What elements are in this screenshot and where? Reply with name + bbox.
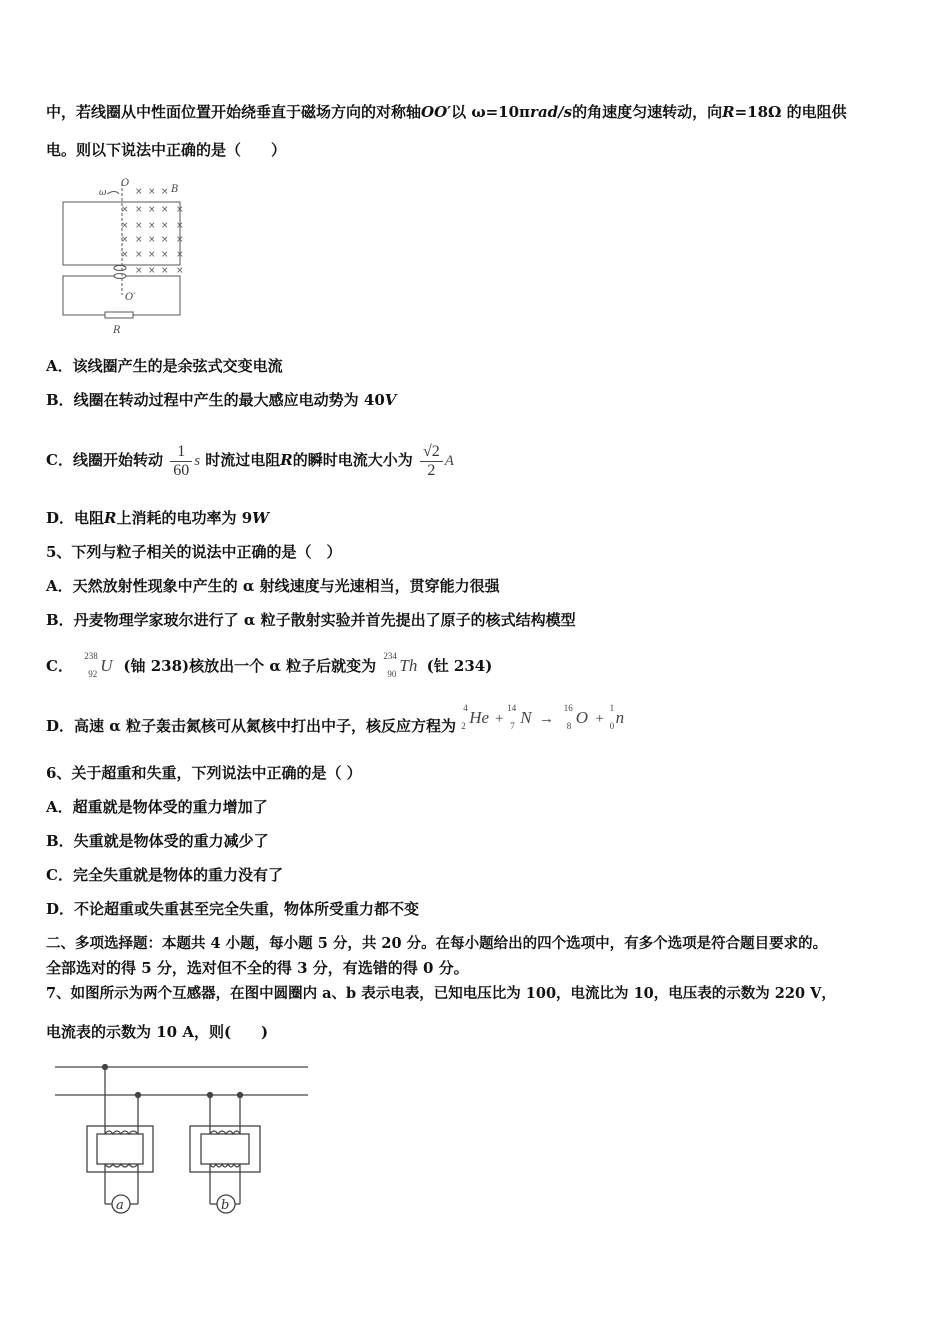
svg-text:×: × [135, 187, 143, 197]
figure-coil-in-field [55, 175, 195, 340]
svg-text:×: × [161, 221, 169, 231]
section2-line2: 全部选对的得 5 分，选对但不全的得 3 分，有选错的得 0 分。 [46, 959, 469, 977]
nuclear-equation: 4 2 He + 14 7 N → 16 8 O + 1 0 n [461, 703, 625, 731]
q5-option-b: B．丹麦物理学家玻尔进行了 α 粒子散射实验并首先提出了原子的核式结构模型 [46, 611, 576, 629]
q6-option-c: C．完全失重就是物体的重力没有了 [46, 866, 283, 884]
o-label: O [121, 178, 130, 189]
svg-text:×: × [176, 221, 184, 231]
svg-text:×: × [148, 235, 156, 245]
svg-text:×: × [135, 205, 143, 215]
time-fraction: $\frac{1}{60}$ [170, 443, 192, 480]
svg-text:×: × [148, 205, 156, 215]
figure-transformers [50, 1060, 320, 1220]
q7-line2: 电流表的示数为 10 A，则( ) [46, 1023, 269, 1041]
b-label: B [171, 184, 179, 195]
thorium-nuclide: 234 90 Th [383, 651, 418, 679]
uranium-nuclide: 238 92 U [84, 651, 113, 679]
q7-line1: 7、如图所示为两个互感器，在图中圆圈内 a、b 表示电表，已知电压比为 100，电流比为 10，电压表的示数为 220 V， [46, 985, 836, 1002]
q4-intro-line1: 中，若线圈从中性面位置开始绕垂直于磁场方向的对称轴OO′以 ω=10πrad/s的角速度匀速转动，向R=18Ω 的电阻供 [46, 103, 847, 121]
svg-text:×: × [121, 250, 129, 260]
q4-option-d: D．电阻R上消耗的电功率为 9W [46, 509, 270, 527]
meter-b-label: b [221, 1198, 230, 1213]
q5-option-c: C． 238 92 U (铀 238)核放出一个 α 粒子后就变为 234 90 Th (钍 234) [46, 651, 493, 679]
svg-text:×: × [161, 266, 169, 276]
q5-option-d: D．高速 α 粒子轰击氮核可从氮核中打出中子，核反应方程为 4 2 He + 14 7 N → 16 8 O + 1 0 n [46, 716, 628, 737]
svg-text:×: × [121, 205, 129, 215]
svg-text:×: × [135, 266, 143, 276]
svg-text:×: × [176, 266, 184, 276]
field-crosses [121, 187, 184, 276]
q6-option-a: A．超重就是物体受的重力增加了 [46, 798, 268, 816]
svg-text:×: × [148, 266, 156, 276]
svg-text:×: × [135, 235, 143, 245]
svg-text:×: × [121, 235, 129, 245]
q5-option-a: A．天然放射性现象中产生的 α 射线速度与光速相当，贯穿能力很强 [46, 577, 500, 595]
svg-text:×: × [121, 221, 129, 231]
svg-text:×: × [148, 221, 156, 231]
r-label: R [113, 325, 121, 336]
q4-option-a: A．该线圈产生的是余弦式交变电流 [46, 357, 283, 375]
svg-text:×: × [176, 250, 184, 260]
svg-text:×: × [148, 250, 156, 260]
o-prime-label: O′ [125, 292, 136, 303]
svg-text:×: × [161, 187, 169, 197]
svg-text:×: × [148, 187, 156, 197]
svg-text:×: × [161, 250, 169, 260]
q6-stem: 6、关于超重和失重，下列说法中正确的是（ ） [46, 764, 362, 782]
svg-text:×: × [161, 205, 169, 215]
omega-label: ω [99, 188, 107, 198]
axis-label: OO′ [421, 103, 452, 121]
svg-text:×: × [176, 205, 184, 215]
svg-text:×: × [135, 221, 143, 231]
meter-a-label: a [116, 1198, 124, 1213]
q4-option-b: B．线圈在转动过程中产生的最大感应电动势为 40V [46, 391, 397, 409]
current-fraction: $\frac{√2}{2}$ [420, 443, 443, 480]
q4-option-c: C．线圈开始转动 $\frac{1}{60}$ s 时流过电阻R的瞬时电流大小为 $\frac{√2}{2}$ A [46, 442, 454, 479]
q6-option-b: B．失重就是物体受的重力减少了 [46, 832, 269, 850]
q4-intro-line2: 电。则以下说法中正确的是（ ） [46, 141, 287, 159]
q5-stem: 5、下列与粒子相关的说法中正确的是（ ） [46, 543, 342, 561]
svg-text:×: × [135, 250, 143, 260]
q6-option-d: D．不论超重或失重甚至完全失重，物体所受重力都不变 [46, 900, 420, 918]
svg-text:×: × [176, 235, 184, 245]
section2-line1: 二、多项选择题：本题共 4 小题，每小题 5 分，共 20 分。在每小题给出的四个选项中，有多个选项是符合题目要求的。 [46, 935, 828, 952]
svg-text:×: × [161, 235, 169, 245]
